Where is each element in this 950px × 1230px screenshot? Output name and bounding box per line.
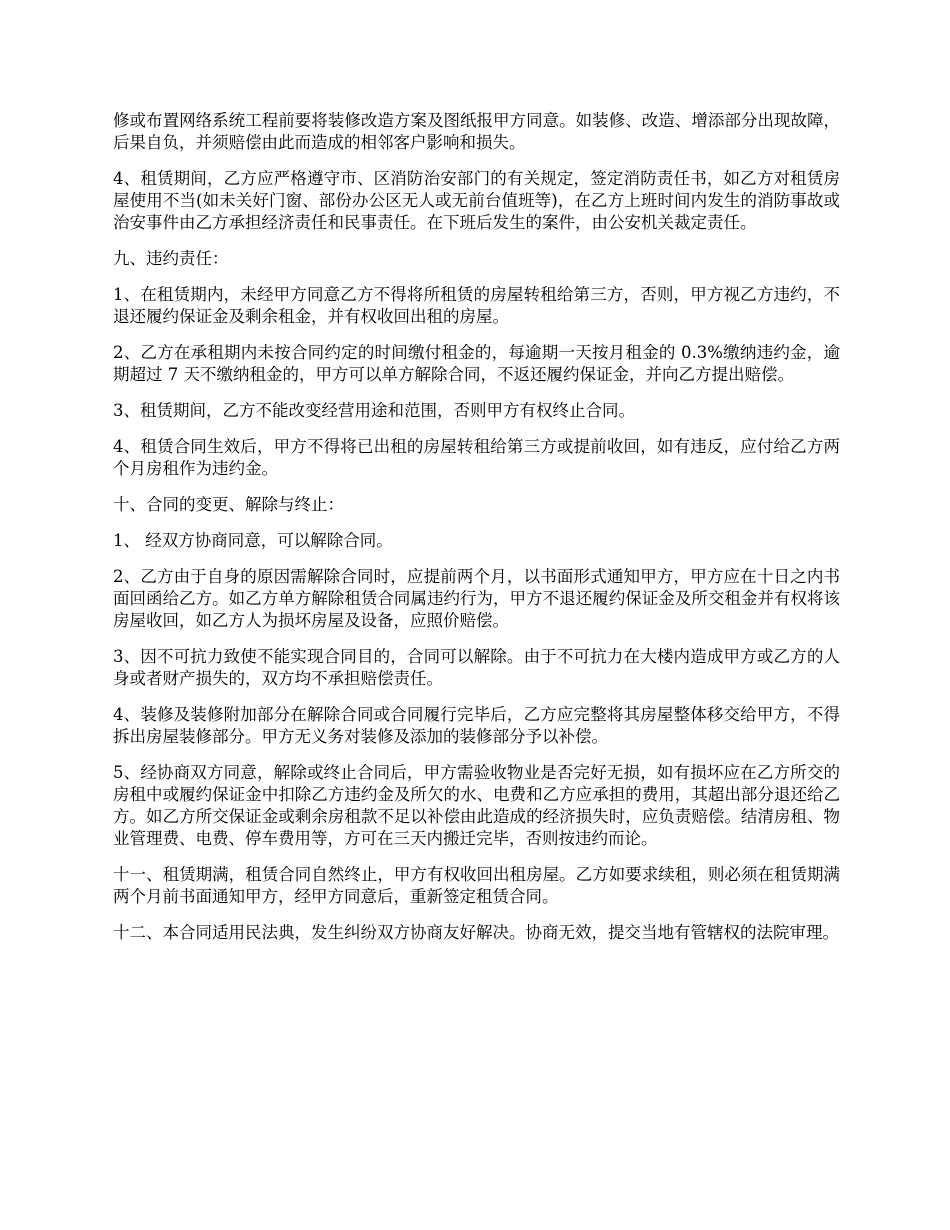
paragraph-sublease-prohibition: 1、在租赁期内，未经甲方同意乙方不得将所租赁的房屋转租给第三方，否则，甲方视乙方违约，不退还履约保证金及剩余租金，并有权收回出租的房屋。 — [113, 285, 840, 326]
paragraph-late-rent-penalty: 2、乙方在承租期内未按合同约定的时间缴付租金的，每逾期一天按月租金的 0.3%缴纳违约金，逾期超过 7 天不缴纳租金的，甲方可以单方解除合同，不返还履约保证金，并向乙方提出赔偿。 — [113, 343, 840, 384]
paragraph-renovation-handover: 4、装修及装修附加部分在解除合同或合同履行完毕后，乙方应完整将其房屋整体移交给甲方，不得拆出房屋装修部分。甲方无义务对装修及添加的装修部分予以补偿。 — [113, 705, 840, 746]
document-body — [113, 110, 840, 958]
paragraph-lease-expiry-renewal: 十一、租赁期满，租赁合同自然终止，甲方有权收回出租房屋。乙方如要求续租，则必须在租赁期满两个月前书面通知甲方，经甲方同意后，重新签定租赁合同。 — [113, 865, 840, 906]
paragraph-business-scope: 3、租赁期间，乙方不能改变经营用途和范围，否则甲方有权终止合同。 — [113, 401, 635, 420]
paragraph-governing-law: 十二、本合同适用民法典，发生纠纷双方协商友好解决。协商无效，提交当地有管辖权的法院审理。 — [113, 923, 839, 942]
paragraph-fire-safety: 4、租赁期间，乙方应严格遵守市、区消防治安部门的有关规定，签定消防责任书，如乙方对租赁房屋使用不当(如未关好门窗、部份办公区无人或无前台值班等)，在乙方上班时间内发生的消防事故或治安事件由乙方承担经济责任和民事责任。在下班后发生的案件，由公安机关裁定责任。 — [113, 169, 840, 232]
section-heading-termination: 十、合同的变更、解除与终止： — [113, 495, 344, 514]
paragraph-landlord-breach: 4、租赁合同生效后，甲方不得将已出租的房屋转租给第三方或提前收回，如有违反，应付给乙方两个月房租作为违约金。 — [113, 437, 840, 478]
paragraph-renovation-approval: 修或布置网络系统工程前要将装修改造方案及图纸报甲方同意。如装修、改造、增添部分出现故障，后果自负，并须赔偿由此而造成的相邻客户影响和损失。 — [113, 111, 840, 152]
section-heading-breach-liability: 九、违约责任： — [113, 249, 229, 268]
paragraph-force-majeure: 3、因不可抗力致使不能实现合同目的，合同可以解除。由于不可抗力在大楼内造成甲方或乙方的人身或者财产损失的，双方均不承担赔偿责任。 — [113, 647, 840, 688]
paragraph-mutual-termination: 1、 经双方协商同意，可以解除合同。 — [113, 531, 393, 550]
paragraph-tenant-early-termination: 2、乙方由于自身的原因需解除合同时，应提前两个月，以书面形式通知甲方，甲方应在十日之内书面回函给乙方。如乙方单方解除租赁合同属违约行为，甲方不退还履约保证金及所交租金并有权将该房屋收回，如乙方人为损坏房屋及设备，应照价赔偿。 — [113, 567, 840, 630]
paragraph-property-inspection: 5、经协商双方同意，解除或终止合同后，甲方需验收物业是否完好无损，如有损坏应在乙方所交的房租中或履约保证金中扣除乙方违约金及所欠的水、电费和乙方应承担的费用，其超出部分退还给乙方。如乙方所交保证金或剩余房租款不足以补偿由此造成的经济损失时，应负责赔偿。结清房租、物业管理费、电费、停车费用等，方可在三天内搬迁完毕，否则按违约而论。 — [113, 763, 840, 848]
